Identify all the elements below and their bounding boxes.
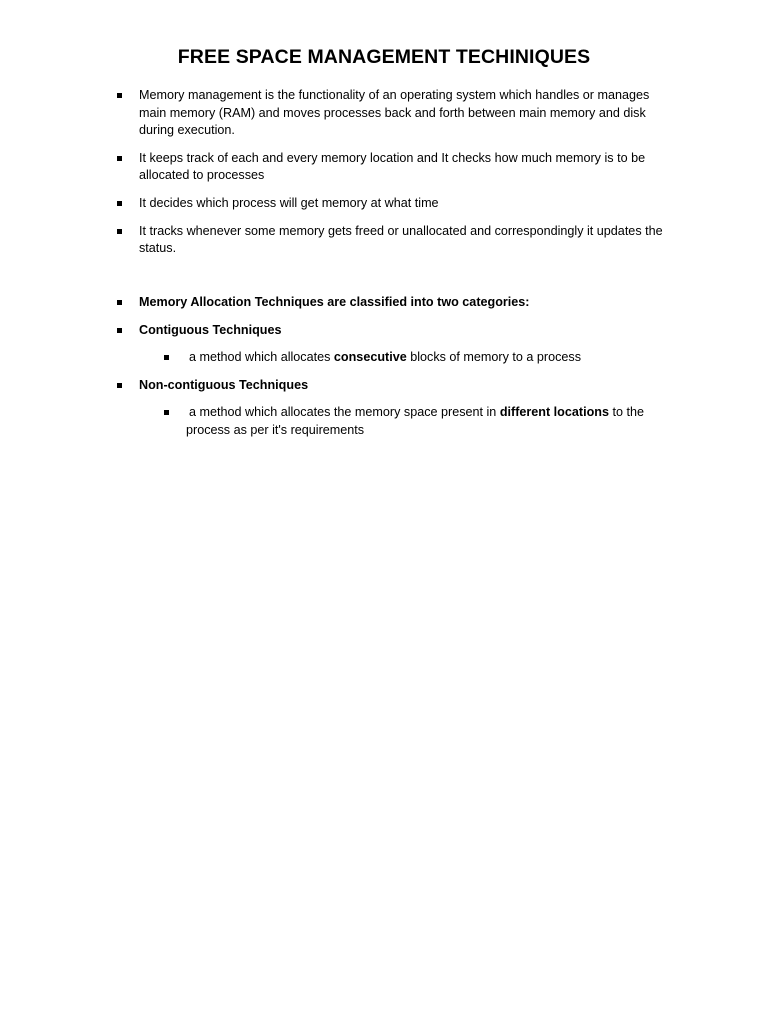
intro-bullet-list: [116, 87, 676, 268]
square-bullet-icon: [117, 229, 122, 234]
contiguous-label: Contiguous Techniques: [139, 322, 282, 337]
allocation-heading: Memory Allocation Techniques are classified into two categories:: [139, 295, 530, 309]
square-bullet-icon: [117, 156, 122, 161]
list-item-text: Memory management is the functionality of an operating system which handles or manages main memory (RAM) and moves processes back and forth between main memory and disk during execution.: [139, 88, 650, 138]
allocation-bullet-list: [116, 294, 676, 450]
non-contiguous-desc-after: to the process as per it's requirements: [186, 405, 644, 437]
list-item-text: It tracks whenever some memory gets freed or unallocated and correspondingly it updates the status.: [139, 223, 663, 256]
sub-list-item: [116, 404, 676, 439]
non-contiguous-label: Non-contiguous Techniques: [139, 377, 309, 392]
square-bullet-icon: [117, 328, 122, 333]
square-bullet-icon: [117, 201, 122, 206]
non-contiguous-desc-before: a method which allocates the memory space present in: [189, 405, 500, 420]
square-bullet-icon: [117, 383, 122, 388]
contiguous-desc-bold: consecutive: [333, 350, 407, 365]
list-item: [116, 195, 676, 213]
non-contiguous-description: [163, 404, 676, 439]
square-bullet-icon: [117, 300, 122, 305]
list-item: [116, 150, 676, 185]
list-item: [116, 223, 676, 258]
square-bullet-icon: [117, 93, 122, 98]
list-item-text: It decides which process will get memory at what time: [139, 195, 439, 210]
contiguous-desc-before: a method which allocates: [189, 350, 334, 365]
page-title: FREE SPACE MANAGEMENT TECHINIQUES: [177, 46, 591, 68]
contiguous-desc-after: blocks of memory to a process: [406, 350, 581, 365]
contiguous-description: [163, 349, 676, 367]
square-bullet-icon: [164, 355, 169, 360]
list-item: [116, 87, 676, 140]
sub-list-item: [116, 349, 676, 367]
list-item-text: It keeps track of each and every memory location and It checks how much memory is to be allocated to processes: [139, 150, 646, 183]
square-bullet-icon: [164, 410, 169, 415]
non-contiguous-desc-bold: different locations: [499, 405, 609, 420]
list-item: [116, 294, 676, 312]
list-item: [116, 377, 676, 395]
list-item: [116, 322, 676, 340]
